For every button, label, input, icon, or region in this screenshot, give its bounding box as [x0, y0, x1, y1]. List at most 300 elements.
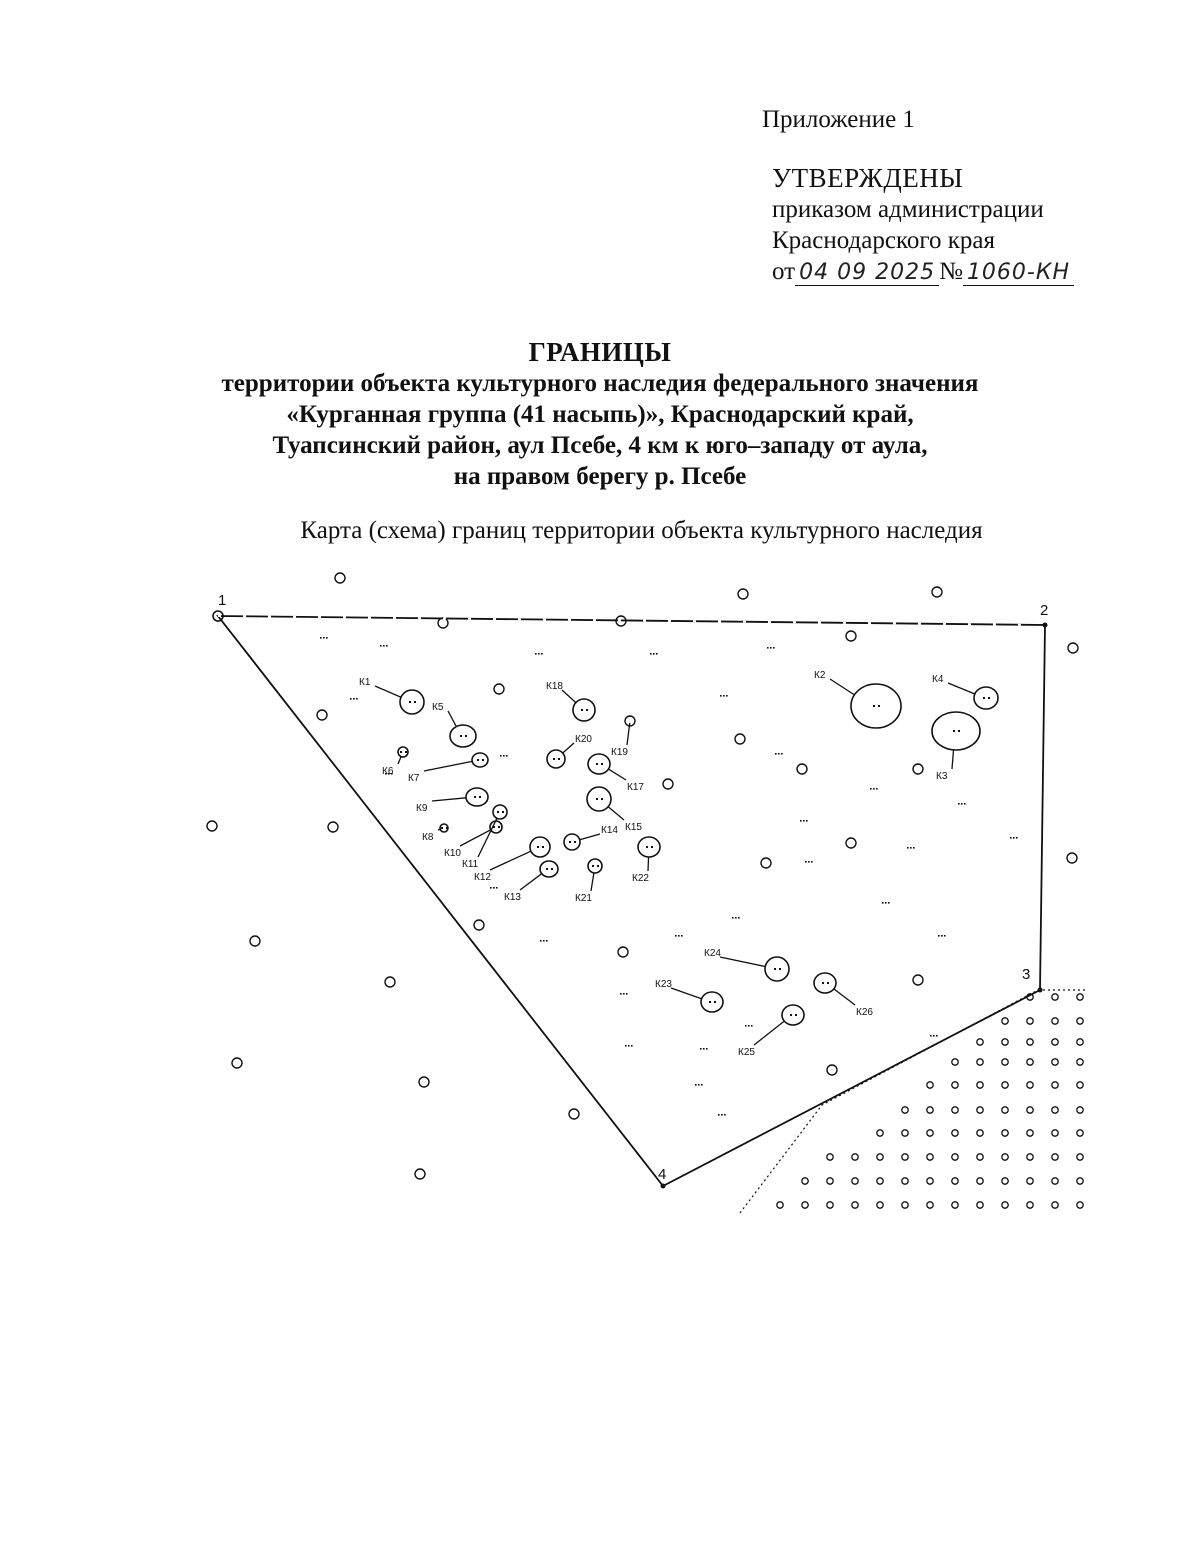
boundary-point-1-label: 1 — [218, 592, 227, 609]
zone-hatch-marker — [1027, 1154, 1033, 1160]
mound-label: К20 — [575, 734, 592, 745]
elevation-tick — [500, 755, 502, 757]
mound-label: К5 — [432, 702, 444, 713]
mound-outline — [472, 753, 488, 767]
zone-hatch-marker — [952, 1130, 958, 1136]
zone-hatch-marker — [977, 1202, 983, 1208]
elevation-tick — [770, 647, 772, 649]
zone-edge-dotted — [740, 990, 1038, 1213]
elevation-tick — [938, 935, 940, 937]
adjacent-zone-hatch — [777, 994, 1083, 1208]
elevation-tick — [620, 993, 622, 995]
mound-leader-line — [478, 818, 497, 857]
mound-center-mark — [714, 1001, 716, 1003]
mound-label: К18 — [546, 681, 563, 692]
zone-hatch-marker — [802, 1178, 808, 1184]
elevation-tick — [1016, 837, 1018, 839]
mound-center-mark — [474, 796, 476, 798]
zone-hatch-marker — [1027, 1202, 1033, 1208]
mound-center-mark — [446, 827, 448, 829]
zone-hatch-marker — [1002, 1130, 1008, 1136]
zone-hatch-marker — [927, 1178, 933, 1184]
mound-leader-line — [490, 851, 531, 870]
mound-center-mark — [601, 798, 603, 800]
mound-outline — [588, 754, 610, 774]
zone-hatch-marker — [852, 1202, 858, 1208]
boundary-point-4-marker — [661, 1184, 666, 1189]
zone-hatch-marker — [952, 1178, 958, 1184]
elevation-tick — [800, 820, 802, 822]
mound-label: К1 — [359, 677, 371, 688]
mound-center-mark — [822, 982, 824, 984]
mound-center-mark — [569, 841, 571, 843]
zone-hatch-marker — [1002, 1059, 1008, 1065]
mound — [932, 674, 998, 709]
elevation-tick — [876, 788, 878, 790]
title-line-3: Туапсинский район, аул Псебе, 4 км к юго–западу от аула, — [272, 432, 928, 459]
elevation-tick — [726, 695, 728, 697]
elevation-tick — [380, 645, 382, 647]
elevation-tick — [625, 1045, 627, 1047]
background-marker — [761, 858, 771, 868]
mound-leader-line — [448, 711, 456, 727]
mound-outline — [782, 1005, 804, 1025]
mound-outline — [588, 859, 602, 873]
elevation-tick — [933, 1035, 935, 1037]
zone-hatch-marker — [852, 1154, 858, 1160]
elevation-tick — [775, 753, 777, 755]
zone-hatch-marker — [1077, 1018, 1083, 1024]
zone-hatch-marker — [1002, 1202, 1008, 1208]
mound-label: К12 — [474, 872, 491, 883]
order-date: 04 09 2025 — [795, 260, 939, 286]
elevation-tick — [326, 637, 328, 639]
mound-leader-line — [948, 683, 975, 694]
background-marker — [317, 710, 327, 720]
zone-hatch-marker — [952, 1107, 958, 1113]
zone-hatch-marker — [1052, 994, 1058, 1000]
zone-hatch-marker — [1027, 1059, 1033, 1065]
mound-center-mark — [774, 968, 776, 970]
elevation-tick — [623, 993, 625, 995]
mound-outline — [932, 712, 980, 750]
zone-hatch-marker — [952, 1202, 958, 1208]
background-marker — [913, 975, 923, 985]
boundary-point-3-marker — [1038, 988, 1043, 993]
zone-hatch-marker — [1052, 1202, 1058, 1208]
background-marker — [207, 821, 217, 831]
zone-hatch-marker — [827, 1154, 833, 1160]
elevation-tick — [732, 917, 734, 919]
background-marker — [232, 1058, 242, 1068]
approval-line-2: Краснодарского края — [772, 227, 995, 254]
elevation-tick — [773, 647, 775, 649]
mound — [611, 723, 630, 758]
mound-center-mark — [498, 826, 500, 828]
elevation-tick — [735, 917, 737, 919]
zone-hatch-marker — [1027, 1107, 1033, 1113]
mound — [932, 712, 980, 782]
background-marker — [735, 734, 745, 744]
elevation-tick — [628, 1045, 630, 1047]
zone-hatch-marker — [977, 1154, 983, 1160]
mound-outline — [974, 687, 998, 709]
mound-leader-line — [591, 873, 594, 891]
background-marker — [1067, 853, 1077, 863]
elevation-tick — [882, 902, 884, 904]
mound-center-mark — [574, 841, 576, 843]
mound-label: К9 — [416, 803, 428, 814]
mound — [382, 747, 408, 777]
elevation-tick — [540, 940, 542, 942]
mound-center-mark — [596, 763, 598, 765]
elevation-tick — [873, 788, 875, 790]
zone-hatch-marker — [877, 1154, 883, 1160]
mound-center-mark — [988, 697, 990, 699]
background-marker — [250, 936, 260, 946]
zone-hatch-marker — [927, 1154, 933, 1160]
zone-hatch-marker — [902, 1154, 908, 1160]
mound-center-mark — [551, 868, 553, 870]
zone-hatch-marker — [1052, 1107, 1058, 1113]
zone-hatch-marker — [1002, 1178, 1008, 1184]
zone-hatch-marker — [1027, 1018, 1033, 1024]
elevation-tick — [538, 653, 540, 655]
mound-center-mark — [460, 735, 462, 737]
mound-leader-line — [375, 686, 401, 697]
zone-hatch-marker — [1002, 1018, 1008, 1024]
mound-label: К21 — [575, 893, 592, 904]
elevation-tick — [701, 1084, 703, 1086]
background-marker — [932, 587, 942, 597]
zone-hatch-marker — [977, 1130, 983, 1136]
zone-hatch-marker — [827, 1178, 833, 1184]
zone-hatch-marker — [802, 1202, 808, 1208]
mound-center-mark — [477, 759, 479, 761]
mound-label: К7 — [408, 773, 420, 784]
elevation-tick — [386, 645, 388, 647]
mound-center-mark — [542, 846, 544, 848]
zone-hatch-marker — [1052, 1059, 1058, 1065]
zone-hatch-marker — [902, 1202, 908, 1208]
order-prefix: от — [772, 258, 796, 285]
elevation-tick — [626, 993, 628, 995]
mound-center-mark — [795, 1014, 797, 1016]
mound-center-mark — [827, 982, 829, 984]
title-line-2: «Курганная группа (41 насыпь)», Краснодарский край, — [286, 401, 914, 428]
boundary-point-2-label: 2 — [1040, 602, 1049, 619]
zone-hatch-marker — [902, 1107, 908, 1113]
zone-hatch-marker — [977, 1178, 983, 1184]
mound-leader-line — [608, 769, 626, 780]
zone-hatch-marker — [1027, 1178, 1033, 1184]
zone-hatch-marker — [1052, 1178, 1058, 1184]
elevation-tick — [678, 935, 680, 937]
mound-leader-line — [438, 829, 440, 830]
elevation-tick — [958, 803, 960, 805]
mound — [814, 670, 901, 728]
background-marker — [385, 977, 395, 987]
mound-center-mark — [502, 811, 504, 813]
approval-line-1: приказом администрации — [772, 196, 1044, 223]
mound-center-mark — [581, 709, 583, 711]
mound-label: К14 — [601, 825, 618, 836]
elevation-tick — [700, 1048, 702, 1050]
mound-center-mark — [790, 1014, 792, 1016]
zone-hatch-marker — [1002, 1082, 1008, 1088]
zone-hatch-marker — [977, 1039, 983, 1045]
elevation-tick — [781, 753, 783, 755]
zone-hatch-marker — [1002, 1039, 1008, 1045]
elevation-tick — [695, 1084, 697, 1086]
zone-hatch-marker — [952, 1154, 958, 1160]
mound — [359, 677, 424, 714]
mound-label: К17 — [627, 782, 644, 793]
elevation-tick — [535, 653, 537, 655]
mound — [462, 805, 507, 870]
mound — [738, 1005, 804, 1058]
elevation-tick — [944, 935, 946, 937]
mound — [814, 973, 873, 1018]
territory-boundary-map — [150, 565, 1110, 1225]
background-marker — [797, 764, 807, 774]
boundary-point-2-marker — [1043, 623, 1048, 628]
mound-outline — [638, 837, 660, 857]
mound — [564, 825, 618, 850]
mound-outline — [547, 750, 565, 768]
approval-block — [772, 163, 1074, 288]
mound — [632, 837, 660, 884]
elevation-tick — [650, 653, 652, 655]
mound-outline — [701, 992, 723, 1012]
boundary-point-3-label: 3 — [1022, 966, 1031, 983]
elevation-tick — [1010, 837, 1012, 839]
mound-outline — [493, 805, 507, 819]
mound-leader-line — [563, 743, 574, 753]
mound-center-mark — [553, 758, 555, 760]
elevation-tick — [1013, 837, 1015, 839]
zone-hatch-marker — [1077, 1154, 1083, 1160]
elevation-tick — [907, 847, 909, 849]
mound-outline — [466, 788, 488, 806]
mound-leader-line — [754, 1021, 784, 1045]
territory-boundary — [218, 616, 1045, 1186]
mound-center-mark — [586, 709, 588, 711]
mound-leader-line — [830, 679, 854, 695]
mound-center-mark — [597, 865, 599, 867]
mound-leader-line — [671, 988, 702, 999]
title-heading: ГРАНИЦЫ — [528, 337, 672, 367]
mound-outline — [564, 834, 580, 850]
zone-hatch-marker — [1077, 1039, 1083, 1045]
document-title — [0, 337, 1200, 492]
elevation-tick — [778, 753, 780, 755]
mound — [432, 702, 476, 747]
elevation-tick — [675, 935, 677, 937]
elevation-tick — [745, 1025, 747, 1027]
mound-center-mark — [958, 730, 960, 732]
mound-label: К6 — [382, 766, 394, 777]
elevation-tick — [383, 645, 385, 647]
mound-outline — [814, 973, 836, 993]
elevation-tick — [706, 1048, 708, 1050]
mound-center-mark — [709, 1001, 711, 1003]
elevation-tick — [546, 940, 548, 942]
elevation-tick — [681, 935, 683, 937]
zone-hatch-marker — [927, 1082, 933, 1088]
elevation-tick — [506, 755, 508, 757]
mound-center-mark — [779, 968, 781, 970]
elevation-tick — [720, 695, 722, 697]
mound-center-mark — [497, 811, 499, 813]
zone-hatch-marker — [1077, 1059, 1083, 1065]
elevation-tick — [913, 847, 915, 849]
zone-hatch-marker — [977, 1082, 983, 1088]
zone-hatch-marker — [1077, 1107, 1083, 1113]
mound-leader-line — [562, 690, 576, 703]
mound-leader-line — [952, 750, 953, 769]
zone-hatch-marker — [1052, 1018, 1058, 1024]
zone-hatch-marker — [852, 1178, 858, 1184]
mound-center-mark — [983, 697, 985, 699]
mound-outline — [587, 787, 611, 811]
elevation-tick — [718, 1114, 720, 1116]
mound-center-mark — [601, 763, 603, 765]
mound-leader-line — [424, 761, 472, 771]
mound-label: К15 — [625, 822, 642, 833]
mound-label: К10 — [444, 848, 461, 859]
zone-hatch-marker — [977, 1107, 983, 1113]
order-number-prefix: № — [939, 258, 963, 285]
elevation-tick — [941, 935, 943, 937]
mound-outline — [851, 684, 901, 728]
zone-hatch-marker — [877, 1130, 883, 1136]
elevation-tick — [888, 902, 890, 904]
elevation-tick — [323, 637, 325, 639]
mound-outline — [490, 821, 502, 833]
background-marker — [328, 822, 338, 832]
mound-center-mark — [596, 798, 598, 800]
elevation-tick — [870, 788, 872, 790]
mound-center-mark — [537, 846, 539, 848]
mound — [408, 753, 488, 784]
mound-label: К8 — [422, 832, 434, 843]
zone-hatch-marker — [927, 1107, 933, 1113]
mound-leader-line — [580, 834, 600, 840]
mound-center-mark — [482, 759, 484, 761]
elevation-tick — [320, 637, 322, 639]
elevation-tick — [724, 1114, 726, 1116]
mound-outline — [450, 725, 476, 747]
elevation-tick — [653, 653, 655, 655]
zone-hatch-marker — [1027, 1039, 1033, 1045]
background-marker — [438, 618, 448, 628]
mound-label: К25 — [738, 1047, 755, 1058]
mound-leader-line — [720, 957, 765, 967]
elevation-tick — [961, 803, 963, 805]
mound-center-mark — [546, 868, 548, 870]
elevation-tick — [698, 1084, 700, 1086]
elevation-tick — [930, 1035, 932, 1037]
elevation-tick — [751, 1025, 753, 1027]
zone-hatch-marker — [927, 1130, 933, 1136]
zone-hatch-marker — [1052, 1082, 1058, 1088]
mound-center-mark — [414, 701, 416, 703]
mound-center-mark — [878, 705, 880, 707]
zone-hatch-marker — [777, 1202, 783, 1208]
mound-center-mark — [479, 796, 481, 798]
mound-label: К24 — [704, 948, 721, 959]
mound — [416, 788, 488, 814]
background-marker — [827, 1065, 837, 1075]
background-marker — [474, 920, 484, 930]
elevation-tick — [493, 887, 495, 889]
map-caption: Карта (схема) границ территории объекта культурного наследия — [300, 517, 983, 544]
elevation-marks — [320, 637, 1018, 1116]
background-marker — [494, 684, 504, 694]
elevation-tick — [885, 902, 887, 904]
elevation-tick — [803, 820, 805, 822]
zone-hatch-marker — [1077, 1202, 1083, 1208]
background-marker — [738, 589, 748, 599]
zone-hatch-marker — [1077, 1178, 1083, 1184]
mound-leader-line — [608, 807, 624, 820]
mound-leader-line — [432, 798, 466, 801]
mound-outline — [400, 690, 424, 714]
mound-label: К22 — [632, 873, 649, 884]
background-marker — [1068, 643, 1078, 653]
zone-hatch-marker — [1052, 1130, 1058, 1136]
mound-outline — [540, 861, 558, 877]
mound-center-mark — [409, 701, 411, 703]
mound-outline — [765, 957, 789, 981]
mound-leader-line — [834, 989, 855, 1005]
elevation-tick — [353, 698, 355, 700]
mound-center-mark — [873, 705, 875, 707]
mound — [704, 948, 789, 981]
mound — [547, 734, 592, 768]
zone-hatch-marker — [1077, 1082, 1083, 1088]
background-marker — [569, 1109, 579, 1119]
mound-center-mark — [465, 735, 467, 737]
elevation-tick — [356, 698, 358, 700]
boundary-point-4-label: 4 — [658, 1166, 667, 1183]
background-marker — [419, 1077, 429, 1087]
mound-leader-line — [398, 757, 401, 764]
elevation-tick — [656, 653, 658, 655]
mound-label: К11 — [462, 859, 479, 870]
mound-label: К26 — [856, 1007, 873, 1018]
zone-hatch-marker — [902, 1178, 908, 1184]
elevation-tick — [721, 1114, 723, 1116]
background-marker — [335, 573, 345, 583]
mound-label: К4 — [932, 674, 944, 685]
background-marker — [618, 947, 628, 957]
elevation-tick — [496, 887, 498, 889]
background-marker — [846, 838, 856, 848]
zone-hatch-marker — [1077, 1130, 1083, 1136]
zone-hatch-marker — [952, 1059, 958, 1065]
mound — [422, 824, 448, 843]
background-marker — [846, 631, 856, 641]
zone-hatch-marker — [952, 1082, 958, 1088]
elevation-tick — [541, 653, 543, 655]
zone-hatch-marker — [877, 1178, 883, 1184]
background-marker — [415, 1169, 425, 1179]
annex-label: Приложение 1 — [762, 106, 915, 133]
elevation-tick — [936, 1035, 938, 1037]
mound-label: К13 — [504, 892, 521, 903]
